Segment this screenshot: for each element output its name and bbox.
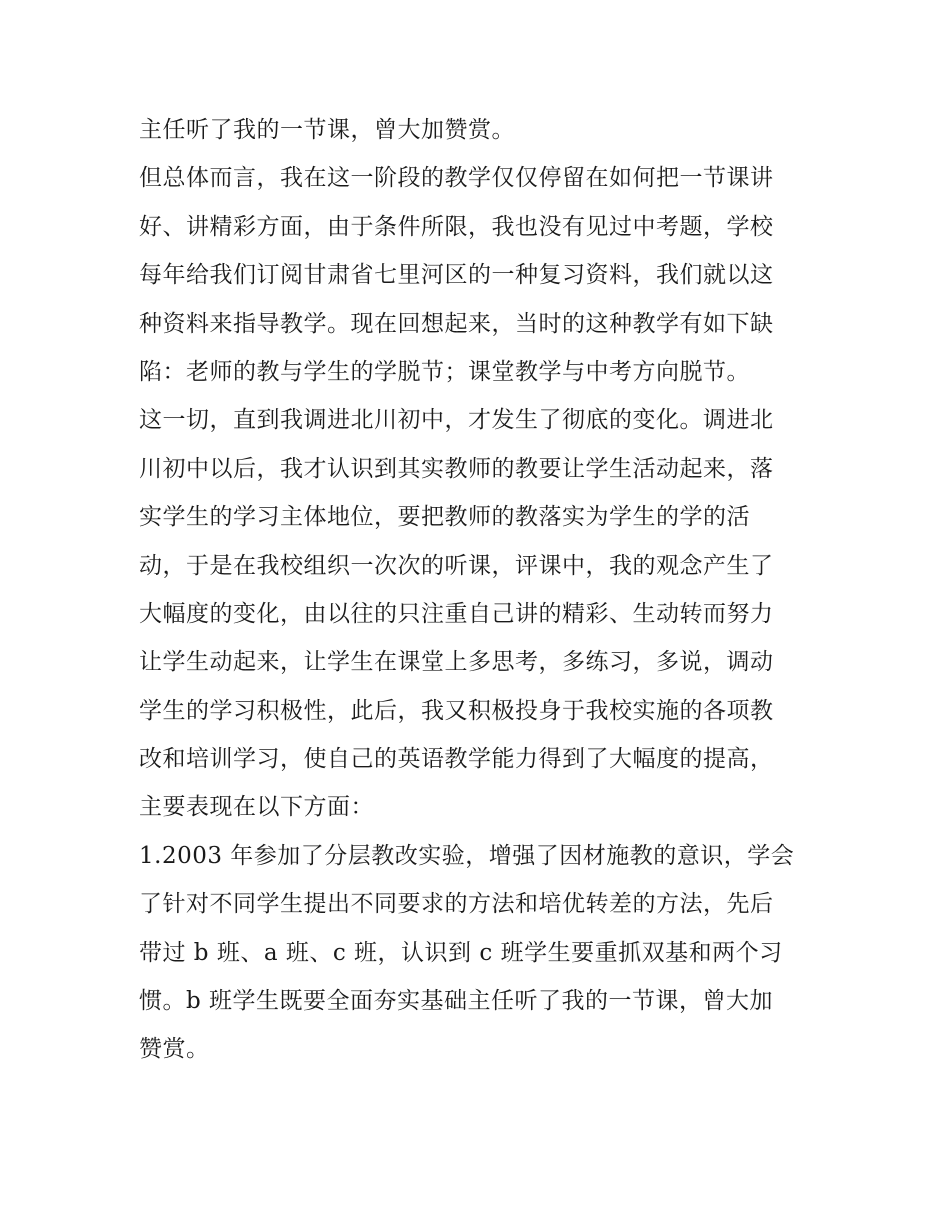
text-line: 学生的学习积极性，此后，我又积极投身于我校实施的各项教 xyxy=(139,697,774,724)
text-line: 这一切，直到我调进北川初中，才发生了彻底的变化。调进北 xyxy=(139,407,774,434)
text-line: 好、讲精彩方面，由于条件所限，我也没有见过中考题，学校 xyxy=(139,213,774,240)
text-line: 主要表现在以下方面： xyxy=(139,794,374,821)
text-line: 1.2003 年参加了分层教改实验，增强了因材施教的意识，学会 xyxy=(139,842,795,869)
text-line: 动，于是在我校组织一次次的听课，评课中，我的观念产生了 xyxy=(139,552,774,579)
document-body xyxy=(139,110,829,1078)
text-line: 主任听了我的一节课，曾大加赞赏。 xyxy=(139,117,515,143)
text-line: 但总体而言，我在这一阶段的教学仅仅停留在如何把一节课讲 xyxy=(139,165,774,192)
text-line: 惯。b 班学生既要全面夯实基础主任听了我的一节课，曾大加 xyxy=(139,988,774,1015)
text-line: 赞赏。 xyxy=(139,1036,210,1063)
text-line: 让学生动起来，让学生在课堂上多思考，多练习，多说，调动 xyxy=(139,649,774,676)
text-line: 带过 b 班、a 班、c 班，认识到 c 班学生要重抓双基和两个习 xyxy=(139,939,783,966)
text-line: 了针对不同学生提出不同要求的方法和培优转差的方法，先后 xyxy=(139,891,774,918)
text-line: 大幅度的变化，由以往的只注重自己讲的精彩、生动转而努力 xyxy=(139,600,774,627)
text-line: 改和培训学习，使自己的英语教学能力得到了大幅度的提高， xyxy=(139,746,774,773)
text-line: 种资料来指导教学。现在回想起来，当时的这种教学有如下缺 xyxy=(139,310,774,337)
text-line: 川初中以后，我才认识到其实教师的教要让学生活动起来，落 xyxy=(139,455,774,482)
text-line: 陷：老师的教与学生的学脱节；课堂教学与中考方向脱节。 xyxy=(139,358,750,385)
text-line: 实学生的学习主体地位，要把教师的教落实为学生的学的活 xyxy=(139,504,750,531)
text-line: 每年给我们订阅甘肃省七里河区的一种复习资料，我们就以这 xyxy=(139,262,774,289)
